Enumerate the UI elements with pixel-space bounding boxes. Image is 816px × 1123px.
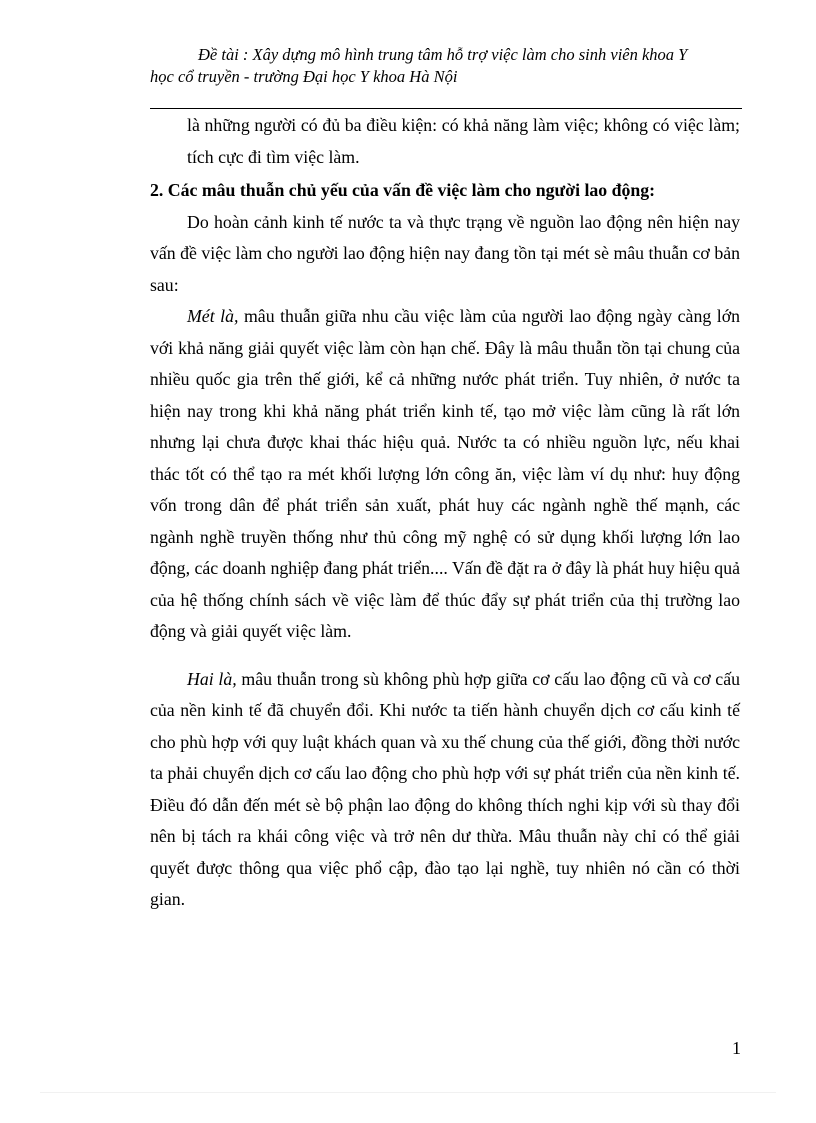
paragraph-text: mâu thuẫn giữa nhu cầu việc làm của người lao động ngày càng lớn với khả năng giải quyết việc làm còn hạn chế. Đây là mâu thuẫn tồn tại chung của nhiều quốc gia trên thế giới, kể cả những nước phát triển. Tuy nhiên, ở nước ta hiện nay trong khi khả năng phát triển kinh tế, tạo mở việc làm cũng là rất lớn nhưng lại chưa được khai thác hiệu quả. Nước ta có nhiều nguồn lực, nếu khai thác tốt có thể tạo ra mét khối lượng lớn công ăn, việc làm ví dụ như: huy động vốn trong dân để phát triển sản xuất, phát huy các ngành nghề thế mạnh, các ngành nghề truyền thống như thủ công mỹ nghệ có sử dụng khối lượng lớn lao động, các doanh nghiệp đang phát triển.... Vấn đề đặt ra ở đây là phát huy hiệu quả của hệ thống chính sách về việc làm để thúc đẩy sự phát triển của thị trường lao động và giải quyết việc làm. bbox=[150, 306, 740, 641]
paragraph-lead: Hai là, bbox=[187, 668, 237, 689]
header-line-2: học cổ truyền - trường Đại học Y khoa Hà Nội bbox=[150, 67, 458, 86]
page-bottom-edge bbox=[40, 1092, 776, 1093]
page-number: 1 bbox=[732, 1038, 741, 1058]
paragraph-second-contradiction bbox=[150, 664, 740, 916]
paragraph-first-contradiction bbox=[150, 301, 740, 648]
intro-paragraph: Do hoàn cảnh kinh tế nước ta và thực trạng về nguồn lao động nên hiện nay vấn đề việc làm cho người lao động hiện nay đang tồn tại mét sè mâu thuẫn cơ bản sau: bbox=[150, 211, 740, 295]
running-header bbox=[150, 44, 742, 88]
paragraph-lead: Mét là, bbox=[187, 306, 239, 326]
continuation-paragraph: là những người có đủ ba điều kiện: có khả năng làm việc; không có việc làm; tích cực đi tìm việc làm. bbox=[187, 115, 740, 167]
header-line-1: Đề tài : Xây dựng mô hình trung tâm hỗ trợ việc làm cho sinh viên khoa Y bbox=[198, 45, 688, 64]
header-rule bbox=[150, 108, 742, 109]
paragraph-text: mâu thuẫn trong sù không phù hợp giữa cơ cấu lao động cũ và cơ cấu của nền kinh tế đã chuyển đổi. Khi nước ta tiến hành chuyển dịch cơ cấu kinh tế cho phù hợp với quy luật khách quan và xu thế chung của thế giới, đồng thời nước ta phải chuyển dịch cơ cấu lao động cho phù hợp với sự phát triển của nền kinh tế. Điều đó dẫn đến mét sè bộ phận lao động do không thích nghi kịp với sù thay đổi nên bị tách ra khái công việc và trở nên dư thừa. Mâu thuẫn này chỉ có thể giải quyết được thông qua việc phổ cập, đào tạo lại nghề, tuy nhiên nó cần có thời gian. bbox=[150, 668, 740, 909]
document-body bbox=[150, 110, 740, 916]
section-heading: 2. Các mâu thuẫn chủ yếu của vấn đề việc làm cho người lao động: bbox=[150, 180, 656, 200]
